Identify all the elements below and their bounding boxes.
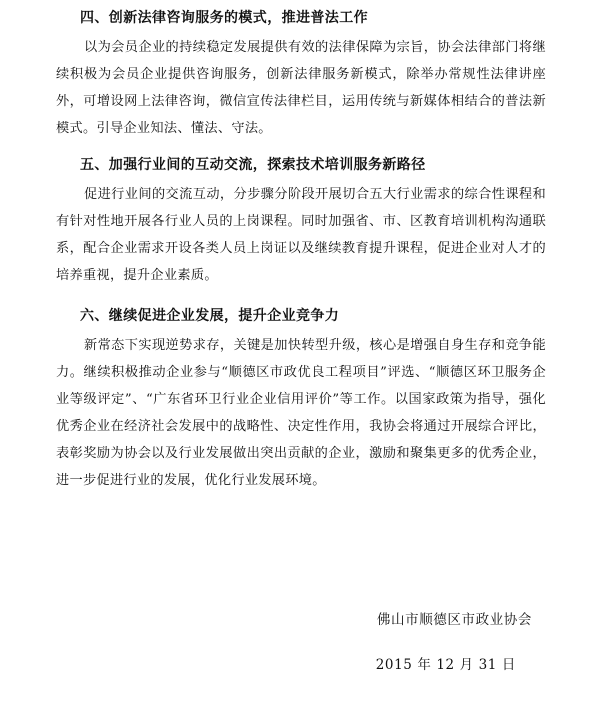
section-paragraph: 新常态下实现逆势求存，关键是加快转型升级，核心是增强自身生存和竞争能力。继续积极推动企业参与“顺德区市政优良工程项目”评选、“顺德区环卫服务企业等级评定”、“广东省环卫行业企业信用评价”等工作。以国家政策为指导，强化优秀企业在经济社会发展中的战略性、决定性作用，我协会将通过开展综合评比，表彰奖励为协会以及行业发展做出突出贡献的企业，激励和聚集更多的优秀企业，进一步促进行业的发展，优化行业发展环境。 <box>56 338 546 488</box>
section-heading: 四、创新法律咨询服务的模式，推进普法工作 <box>80 10 368 26</box>
section-innovate-legal-services <box>56 7 546 142</box>
signature-organization: 佛山市顺德区市政业协会 <box>376 612 532 628</box>
section-paragraph: 促进行业间的交流互动，分步骤分阶段开展切合五大行业需求的综合性课程和有针对性地开展各行业人员的上岗课程。同时加强省、市、区教育培训机构沟通联系，配合企业需求开设各类人员上岗证以及继续教育提升课程，促进企业对人才的培养重视，提升企业素质。 <box>56 187 546 283</box>
section-paragraph: 以为会员企业的持续稳定发展提供有效的法律保障为宗旨，协会法律部门将继续积极为会员企业提供咨询服务，创新法律服务新模式，除举办常规性法律讲座外，可增设网上法律咨询，微信宣传法律栏目，运用传统与新媒体相结合的普法新模式。引导企业知法、懂法、守法。 <box>56 40 546 136</box>
section-heading: 六、继续促进企业发展，提升企业竞争力 <box>80 308 340 324</box>
section-industry-exchange <box>56 154 546 289</box>
signature-date: 2015 年 12 月 31 日 <box>375 657 516 673</box>
section-enterprise-development <box>56 305 546 494</box>
section-heading: 五、加强行业间的互动交流，探索技术培训服务新路径 <box>80 157 426 173</box>
